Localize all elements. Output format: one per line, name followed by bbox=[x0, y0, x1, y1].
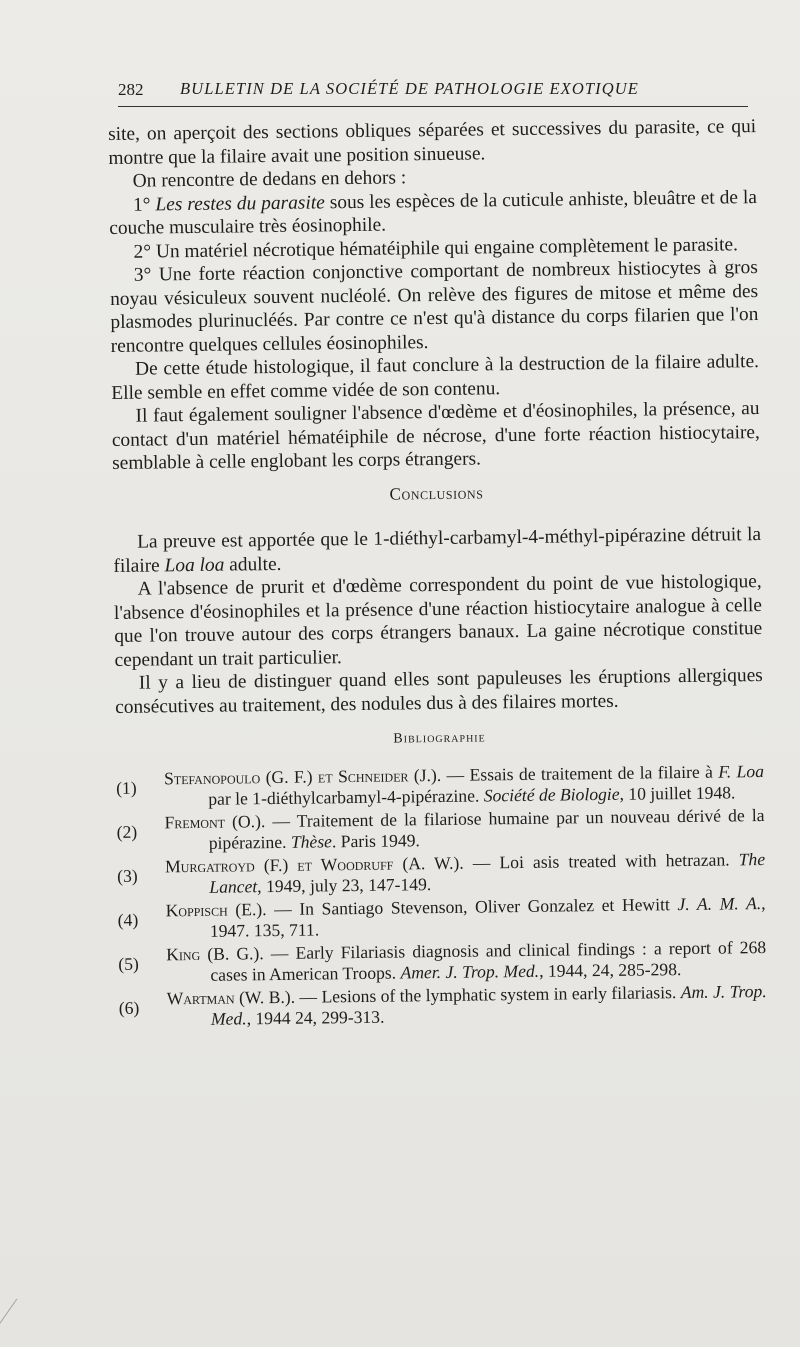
paragraph-text: La preuve est apportée que le 1-diéthyl-carbamyl-4-méthyl-pipérazine détruit la filaire bbox=[113, 524, 762, 577]
reference-emphasis: Amer. J. Trop. Med. bbox=[400, 960, 540, 982]
bibliography-entry bbox=[118, 937, 766, 987]
reference-emphasis: The Lancet bbox=[209, 848, 766, 897]
paragraph: 3° Une forte réaction conjonctive comportant de nombreux histiocytes à gros noyau vésiculeux souvent nucléolé. On relève des figures de mitose et même des plasmodes plurinucléés. Par contre ce n'est qu'à distance du corps filarien que l'on rencontre quelques cellules éosinophiles. bbox=[110, 257, 759, 357]
reference-number: (6) bbox=[118, 997, 140, 1018]
article-body bbox=[108, 115, 767, 1032]
reference-text: — Loi asis treated with hetrazan. bbox=[463, 848, 730, 873]
reference-authors: Koppisch (E.). bbox=[165, 898, 267, 920]
reference-number: (3) bbox=[117, 865, 138, 886]
page-header bbox=[118, 80, 748, 107]
paragraph: Il faut également souligner l'absence d'œdème et d'éosinophiles, la présence, au contact d'un matériel hématéiphile de nécrose, d'une forte réaction histiocytaire, semblable à celle englobant les corps étrangers. bbox=[111, 398, 760, 474]
reference-number: (4) bbox=[117, 909, 139, 930]
paragraph-text: adulte. bbox=[229, 553, 282, 576]
section-heading-bibliography: Bibliographie bbox=[393, 730, 486, 747]
paragraph: De cette étude histologique, il faut conclure à la destruction de la filaire adulte. Elle semble en effet comme vidée de son contenu. bbox=[111, 351, 760, 404]
reference-emphasis: F. Loa bbox=[718, 760, 765, 782]
paragraph-text: sous les espèces de la cuticule anhiste, bleuâtre et de la couche musculaire très éosinophile. bbox=[109, 186, 758, 239]
bibliography-entry bbox=[117, 849, 765, 899]
reference-text: , 1947. 135, 711. bbox=[209, 892, 766, 941]
reference-text: — In Santiago Stevenson, Oliver Gonzalez et Hewitt bbox=[266, 893, 670, 919]
reference-text: , 1949, july 23, 147-149. bbox=[257, 873, 432, 896]
reference-authors: King (B. G.). bbox=[166, 942, 264, 964]
pencil-mark bbox=[0, 1299, 29, 1334]
reference-authors: Fremont (O.). bbox=[164, 810, 266, 832]
paragraph: On rencontre de dedans en dehors : bbox=[132, 167, 407, 192]
reference-text: . Paris 1949. bbox=[331, 829, 420, 851]
reference-emphasis: J. A. M. A. bbox=[677, 892, 762, 914]
reference-number: (5) bbox=[118, 953, 139, 974]
bibliography-entry bbox=[119, 981, 767, 1031]
emphasis-text: Loa loa bbox=[164, 554, 225, 576]
emphasis-text: Les restes du parasite bbox=[155, 191, 325, 215]
bibliography-entry bbox=[116, 761, 764, 811]
bibliography-entry bbox=[117, 893, 765, 943]
reference-text: — Traitement de la filariose humaine par un nouveau dérivé de la pipérazine. bbox=[208, 804, 765, 853]
reference-number: (1) bbox=[115, 777, 137, 798]
paragraph bbox=[113, 523, 762, 578]
paragraph: A l'absence de prurit et d'œdème correspondent du point de vue histologique, l'absence d'éosinophiles et la présence d'une réaction histiocytaire analogue à celle que l'on trouve autour des corps étrangers banaux. La gaine nécrotique constitue cependant un trait particulier. bbox=[113, 571, 763, 671]
reference-text: — Essais de traitement de la filaire à bbox=[441, 761, 714, 785]
reference-authors: Murgatroyd (F.) et Woodruff (A. W.). bbox=[164, 852, 464, 876]
reference-authors: Wartman (W. B.). bbox=[166, 986, 296, 1008]
reference-number: (2) bbox=[116, 821, 138, 842]
paragraph: 2° Un matériel nécrotique hématéiphile qui engaine complètement le parasite. bbox=[133, 233, 738, 263]
reference-emphasis: Am. J. Trop. Med. bbox=[210, 980, 767, 1029]
reference-text: — Lesions of the lymphatic system in early filariasis. bbox=[294, 981, 677, 1007]
reference-text: , 1944, 24, 285-298. bbox=[538, 958, 682, 981]
running-title: BULLETIN DE LA SOCIÉTÉ DE PATHOLOGIE EXOTIQUE bbox=[180, 79, 639, 98]
bibliography-entry bbox=[116, 805, 764, 855]
reference-emphasis: Thèse bbox=[290, 830, 333, 852]
reference-text: , 10 juillet 1948. bbox=[619, 781, 736, 804]
reference-emphasis: Société de Biologie bbox=[483, 783, 620, 805]
reference-text: , 1944 24, 299-313. bbox=[246, 1006, 385, 1028]
paragraph bbox=[109, 186, 758, 241]
section-heading-conclusions: Conclusions bbox=[389, 482, 484, 504]
bibliography-list bbox=[116, 761, 767, 1031]
item-number: 1° bbox=[132, 193, 151, 216]
paragraph: site, on aperçoit des sections obliques séparées et successives du parasite, ce qui montre que la filaire avait une position sinueuse. bbox=[108, 116, 757, 169]
reference-text: par le 1-diéthylcarbamyl-4-pipérazine. bbox=[208, 785, 480, 809]
page-number: 282 bbox=[118, 80, 144, 99]
paragraph: Il y a lieu de distinguer quand elles sont papuleuses les éruptions allergiques consécutives au traitement, des nodules dus à des filaires mortes. bbox=[115, 665, 763, 718]
reference-text: — Early Filariasis diagnosis and clinical findings : a report of 268 cases in American Troops. bbox=[210, 936, 767, 985]
reference-authors: Stefanopoulo (G. F.) et Schneider (J.). bbox=[163, 764, 442, 788]
